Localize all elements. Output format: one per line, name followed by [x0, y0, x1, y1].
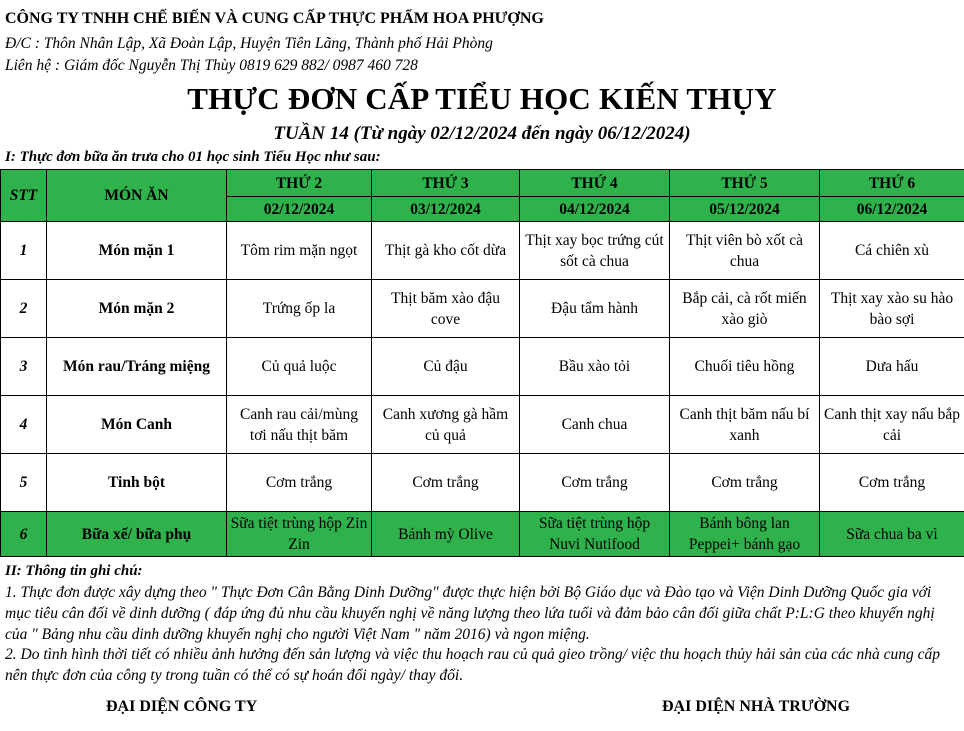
company-address: Đ/C : Thôn Nhân Lập, Xã Đoàn Lập, Huyện Tiên Lãng, Thành phố Hải Phòng	[5, 35, 493, 52]
document-title: THỰC ĐƠN CẤP TIỂU HỌC KIẾN THỤY	[187, 81, 777, 116]
date-header: 04/12/2024	[520, 197, 670, 222]
menu-cell: Sữa tiệt trùng hộp Nuvi Nutifood	[520, 512, 670, 557]
dish-category: Bữa xế/ bữa phụ	[47, 512, 227, 557]
menu-table	[0, 169, 964, 557]
stt-header: STT	[1, 170, 47, 222]
table-row	[1, 280, 964, 338]
day-header: THỨ 2	[227, 170, 372, 197]
menu-cell: Canh xương gà hầm củ quả	[372, 396, 520, 454]
dish-category: Tinh bột	[47, 454, 227, 512]
menu-cell: Đậu tẩm hành	[520, 280, 670, 338]
row-number: 4	[1, 396, 47, 454]
dish-category: Món mặn 2	[47, 280, 227, 338]
menu-cell: Tôm rim mặn ngọt	[227, 222, 372, 280]
section-1-heading: I: Thực đơn bữa ăn trưa cho 01 học sinh Tiểu Học như sau:	[5, 149, 381, 165]
menu-cell: Canh rau cải/mùng tơi nấu thịt băm	[227, 396, 372, 454]
date-header: 06/12/2024	[820, 197, 964, 222]
menu-cell: Canh thịt xay nấu bắp cải	[820, 396, 964, 454]
row-number: 6	[1, 512, 47, 557]
menu-cell: Trứng ốp la	[227, 280, 372, 338]
row-number: 1	[1, 222, 47, 280]
day-header: THỨ 6	[820, 170, 964, 197]
menu-cell: Củ quả luộc	[227, 338, 372, 396]
menu-cell: Canh thịt băm nấu bí xanh	[670, 396, 820, 454]
company-contact: Liên hệ : Giám đốc Nguyễn Thị Thùy 0819 629 882/ 0987 460 728	[5, 57, 418, 74]
menu-cell: Cơm trắng	[372, 454, 520, 512]
table-row	[1, 338, 964, 396]
menu-cell: Thịt băm xào đậu cove	[372, 280, 520, 338]
table-row	[1, 222, 964, 280]
dish-header: MÓN ĂN	[47, 170, 227, 222]
menu-cell: Cơm trắng	[227, 454, 372, 512]
menu-cell: Canh chua	[520, 396, 670, 454]
dish-category: Món mặn 1	[47, 222, 227, 280]
day-header: THỨ 4	[520, 170, 670, 197]
header-row-days	[1, 170, 964, 197]
date-header: 02/12/2024	[227, 197, 372, 222]
menu-cell: Thịt viên bò xốt cà chua	[670, 222, 820, 280]
dish-category: Món Canh	[47, 396, 227, 454]
table-row	[1, 396, 964, 454]
row-number: 3	[1, 338, 47, 396]
menu-cell: Dưa hấu	[820, 338, 964, 396]
table-row-snack	[1, 512, 964, 557]
menu-cell: Cơm trắng	[520, 454, 670, 512]
week-subtitle: TUẦN 14 (Từ ngày 02/12/2024 đến ngày 06/12/2024)	[273, 123, 691, 144]
dish-category: Món rau/Tráng miệng	[47, 338, 227, 396]
menu-cell: Thịt gà kho cốt dừa	[372, 222, 520, 280]
row-number: 5	[1, 454, 47, 512]
menu-cell: Bánh mỳ Olive	[372, 512, 520, 557]
day-header: THỨ 3	[372, 170, 520, 197]
date-header: 03/12/2024	[372, 197, 520, 222]
row-number: 2	[1, 280, 47, 338]
menu-cell: Sữa chua ba vì	[820, 512, 964, 557]
menu-cell: Chuối tiêu hồng	[670, 338, 820, 396]
menu-cell: Bắp cải, cà rốt miến xào giò	[670, 280, 820, 338]
day-header: THỨ 5	[670, 170, 820, 197]
note-1: 1. Thực đơn được xây dựng theo " Thực Đơn Cân Bằng Dinh Dưỡng" được thực hiện bởi Bộ Giáo dục và Đào tạo và Viện Dinh Dưỡng Quốc gia với mục tiêu cân đối về dinh dưỡng ( đáp ứng đủ nhu cầu khuyến nghị về năng lượng theo lứa tuổi và đảm bảo cân đối giữa chất P:L:G theo khuyến nghị của " Bảng nhu cầu dinh dưỡng khuyến nghị cho người Việt Nam " năm 2016) và ngon miệng.	[5, 584, 935, 643]
date-header: 05/12/2024	[670, 197, 820, 222]
company-name: CÔNG TY TNHH CHẾ BIẾN VÀ CUNG CẤP THỰC PHẨM HOA PHƯỢNG	[5, 10, 544, 27]
table-row	[1, 454, 964, 512]
menu-cell: Cá chiên xù	[820, 222, 964, 280]
signature-school: ĐẠI DIỆN NHÀ TRƯỜNG	[662, 698, 851, 715]
menu-cell: Củ đậu	[372, 338, 520, 396]
menu-cell: Thịt xay xào su hào bào sợi	[820, 280, 964, 338]
menu-cell: Thịt xay bọc trứng cút sốt cà chua	[520, 222, 670, 280]
menu-cell: Bầu xào tỏi	[520, 338, 670, 396]
menu-cell: Sữa tiệt trùng hộp Zin Zin	[227, 512, 372, 557]
notes-heading: II: Thông tin ghi chú:	[5, 563, 143, 579]
menu-cell: Cơm trắng	[820, 454, 964, 512]
signature-company: ĐẠI DIỆN CÔNG TY	[106, 698, 258, 715]
menu-cell: Cơm trắng	[670, 454, 820, 512]
note-2: 2. Do tình hình thời tiết có nhiều ảnh hưởng đến sản lượng và việc thu hoạch rau củ quả gieo trồng/ việc thu hoạch thủy hải sản của các nhà cung cấp nên thực đơn của công ty trong tuần có thể có sự hoán đổi ngày/ thay đổi.	[5, 646, 940, 684]
menu-cell: Bánh bông lan Peppei+ bánh gạo	[670, 512, 820, 557]
